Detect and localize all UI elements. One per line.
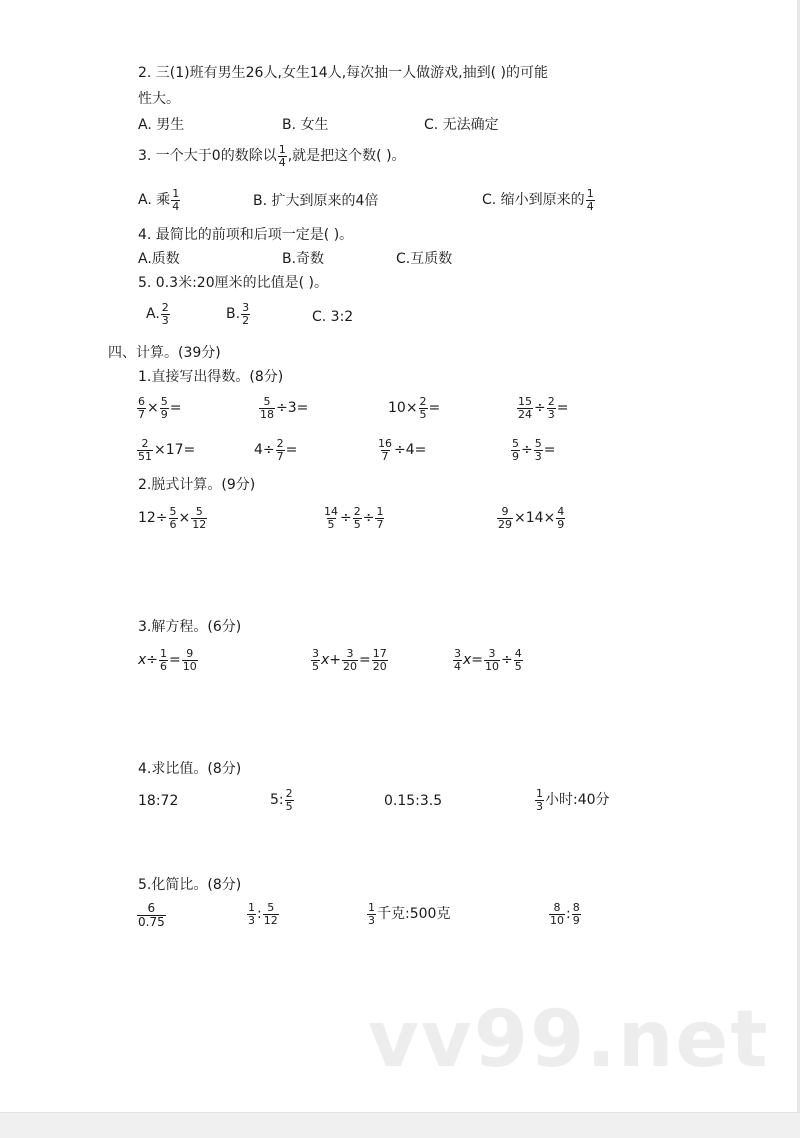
fraction: $\frac{4}{9}$ [557, 505, 565, 531]
fraction: $\frac{1}{4}$ [278, 143, 286, 169]
q2-option-b: B. 女生 [282, 117, 329, 133]
q2-option-c: C. 无法确定 [424, 117, 499, 133]
direct-calc-item: 4÷ $\frac{2}{7}$ = [254, 437, 298, 463]
q5-stem: 5. 0.3米:20厘米的比值是( )。 [138, 275, 328, 291]
q3-stem: 3. 一个大于0的数除以 $\frac{1}{4}$ ,就是把这个数( )。 [138, 143, 406, 169]
simplify-ratio-item: $\frac{1}{3}$ : $\frac{5}{12}$ [248, 901, 278, 927]
fraction: $\frac{2}{5}$ [353, 505, 361, 531]
equation-item: x÷ $\frac{1}{6}$ = $\frac{9}{10}$ [138, 647, 197, 673]
direct-calc-item: 10× $\frac{2}{5}$ = [388, 395, 441, 421]
fraction: $\frac{15}{24}$ [518, 395, 532, 421]
stepwise-item: $\frac{14}{5}$ ÷ $\frac{2}{5}$ ÷ $\frac{1}{7}$ [324, 505, 384, 531]
fraction: $\frac{5}{12}$ [263, 901, 278, 927]
fraction: $\frac{1}{4}$ [586, 187, 594, 213]
fraction: $\frac{5}{12}$ [192, 505, 207, 531]
stepwise-item: 12÷ $\frac{5}{6}$ × $\frac{5}{12}$ [138, 505, 207, 531]
direct-calc-item: $\frac{15}{24}$ ÷ $\frac{2}{3}$ = [518, 395, 569, 421]
fraction: $\frac{5}{18}$ [260, 395, 274, 421]
ratio-value-item: 0.15:3.5 [384, 793, 443, 809]
fraction: $\frac{9}{10}$ [182, 647, 197, 673]
q2-line2: 性大。 [138, 91, 180, 107]
fraction: $\frac{5}{9}$ [160, 395, 168, 421]
fraction: $\frac{2}{7}$ [276, 437, 284, 463]
page-footer-strip [0, 1112, 800, 1138]
fraction: $\frac{2}{51}$ [138, 437, 152, 463]
fraction: $\frac{3}{2}$ [242, 301, 250, 327]
fraction: $\frac{5}{6}$ [169, 505, 177, 531]
simplify-ratio-item: $\frac{8}{10}$ : $\frac{8}{9}$ [550, 901, 580, 927]
fraction: $\frac{16}{7}$ [378, 437, 392, 463]
equation-item: $\frac{3}{5}$ x+ $\frac{3}{20}$ = $\frac{17}{20}$ [312, 647, 387, 673]
fraction: $\frac{17}{20}$ [372, 647, 387, 673]
fraction: $\frac{6}{0.75}$ [138, 901, 165, 929]
fraction: $\frac{1}{3}$ [368, 901, 375, 927]
part3-title: 3.解方程。(6分) [138, 619, 242, 635]
fraction: $\frac{1}{7}$ [376, 505, 384, 531]
section-heading: 四、计算。(39分) [108, 345, 221, 361]
fraction: $\frac{2}{5}$ [419, 395, 427, 421]
fraction: $\frac{1}{6}$ [160, 647, 168, 673]
part4-title: 4.求比值。(8分) [138, 761, 242, 777]
part2-title: 2.脱式计算。(9分) [138, 477, 256, 493]
watermark: vv99.net [368, 995, 770, 1085]
q4-option-b: B.奇数 [282, 251, 325, 267]
fraction: $\frac{3}{5}$ [312, 647, 319, 673]
direct-calc-item: $\frac{5}{18}$ ÷3= [260, 395, 309, 421]
ratio-value-item: 5: $\frac{2}{5}$ [270, 787, 293, 813]
simplify-ratio-item: $\frac{1}{3}$ 千克:500克 [368, 901, 451, 927]
stepwise-item: $\frac{9}{29}$ ×14× $\frac{4}{9}$ [498, 505, 565, 531]
q4-stem: 4. 最简比的前项和后项一定是( )。 [138, 227, 354, 243]
direct-calc-item: $\frac{6}{7}$ × $\frac{5}{9}$ = [138, 395, 182, 421]
fraction: $\frac{1}{3}$ [248, 901, 255, 927]
equation-item: $\frac{3}{4}$ x= $\frac{3}{10}$ ÷ $\frac{4}{5}$ [454, 647, 522, 673]
q4-option-a: A.质数 [138, 251, 180, 267]
direct-calc-item: $\frac{2}{51}$ ×17= [138, 437, 196, 463]
part5-title: 5.化简比。(8分) [138, 877, 242, 893]
fraction: $\frac{1}{3}$ [536, 787, 543, 813]
fraction: $\frac{4}{5}$ [514, 647, 522, 673]
simplify-ratio-item [136, 902, 167, 928]
q2-line1: 2. 三(1)班有男生26人,女生14人,每次抽一人做游戏,抽到( )的可能 [138, 65, 548, 81]
fraction: $\frac{9}{29}$ [498, 505, 512, 531]
fraction: $\frac{5}{3}$ [534, 437, 542, 463]
q5-option-a: A. $\frac{2}{3}$ [146, 301, 169, 327]
q3-option-c: C. 缩小到原来的 $\frac{1}{4}$ [482, 187, 594, 213]
fraction: $\frac{2}{3}$ [547, 395, 555, 421]
fraction: $\frac{2}{3}$ [161, 301, 169, 327]
fraction: $\frac{14}{5}$ [324, 505, 338, 531]
q3-option-b: B. 扩大到原来的4倍 [253, 193, 379, 209]
q4-option-c: C.互质数 [396, 251, 453, 267]
q5-option-c: C. 3:2 [312, 309, 354, 325]
q3-option-a: A. 乘 $\frac{1}{4}$ [138, 187, 180, 213]
fraction: $\frac{6}{7}$ [138, 395, 145, 421]
fraction: $\frac{8}{9}$ [572, 901, 580, 927]
fraction: $\frac{3}{10}$ [485, 647, 500, 673]
fraction: $\frac{2}{5}$ [285, 787, 293, 813]
part1-title: 1.直接写出得数。(8分) [138, 369, 284, 385]
q5-option-b: B. $\frac{3}{2}$ [226, 301, 250, 327]
ratio-value-item: 18:72 [138, 793, 179, 809]
fraction: $\frac{3}{20}$ [343, 647, 358, 673]
fraction: $\frac{1}{4}$ [172, 187, 180, 213]
fraction: $\frac{5}{9}$ [512, 437, 519, 463]
q2-option-a: A. 男生 [138, 117, 185, 133]
direct-calc-item: $\frac{16}{7}$ ÷4= [378, 437, 427, 463]
direct-calc-item: $\frac{5}{9}$ ÷ $\frac{5}{3}$ = [512, 437, 556, 463]
ratio-value-item: $\frac{1}{3}$ 小时:40分 [536, 787, 610, 813]
fraction: $\frac{3}{4}$ [454, 647, 461, 673]
fraction: $\frac{8}{10}$ [550, 901, 564, 927]
